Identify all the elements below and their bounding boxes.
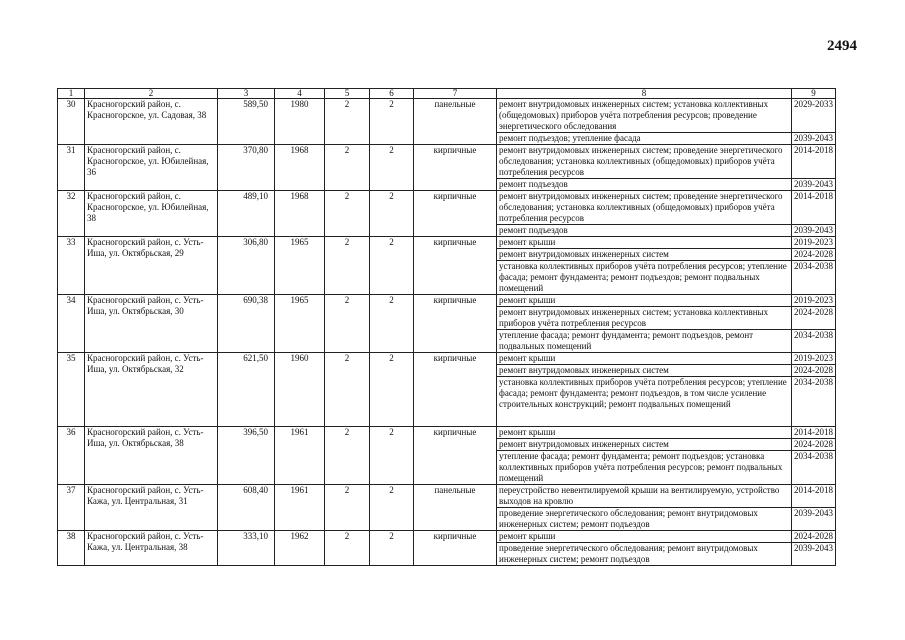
column-header: 1 [58, 89, 85, 99]
work-period: 2024-2028 [792, 365, 836, 377]
year-cell: 1968 [275, 145, 325, 191]
work-period: 2019-2023 [792, 237, 836, 249]
address-cell: Красногорский район, с. Красногорское, ул. Юбилейная, 36 [85, 145, 218, 191]
floors-cell: 2 [325, 145, 370, 191]
row-number: 38 [58, 531, 85, 566]
table-row [58, 353, 836, 365]
table-row [58, 99, 836, 133]
column-header: 7 [414, 89, 497, 99]
work-description: ремонт крыши [497, 295, 792, 307]
work-period: 2024-2028 [792, 439, 836, 451]
year-cell: 1960 [275, 353, 325, 427]
work-description: утепление фасада; ремонт фундамента; ремонт подъездов; установка коллективных приборов учёта потребления ресурсов; ремонт подвальных помещений [497, 451, 792, 485]
work-period: 2014-2018 [792, 191, 836, 225]
entrances-cell: 2 [370, 145, 414, 191]
work-description: установка коллективных приборов учёта потребления ресурсов; утепление фасада; ремонт фундамента; ремонт подъездов, в том числе усиление строительных конструкций; ремонт подвальных помещений [497, 377, 792, 427]
column-header: 8 [497, 89, 792, 99]
work-description: ремонт внутридомовых инженерных систем [497, 365, 792, 377]
year-cell: 1961 [275, 427, 325, 485]
year-cell: 1965 [275, 295, 325, 353]
column-header: 4 [275, 89, 325, 99]
address-cell: Красногорский район, с. Усть-Иша, ул. Октябрьская, 30 [85, 295, 218, 353]
row-number: 30 [58, 99, 85, 145]
area-cell: 333,10 [218, 531, 275, 566]
entrances-cell: 2 [370, 485, 414, 531]
address-cell: Красногорский район, с. Усть-Иша, ул. Октябрьская, 32 [85, 353, 218, 427]
work-description: ремонт внутридомовых инженерных систем; установка коллективных (общедомовых) приборов учёта потребления ресурсов; проведение энергетического обследования [497, 99, 792, 133]
work-description: ремонт внутридомовых инженерных систем; проведение энергетического обследования; установка коллективных (общедомовых) приборов учёта потребления ресурсов [497, 145, 792, 179]
area-cell: 621,50 [218, 353, 275, 427]
table-body [58, 99, 836, 566]
column-header: 3 [218, 89, 275, 99]
area-cell: 608,40 [218, 485, 275, 531]
material-cell: кирпичные [414, 353, 497, 427]
floors-cell: 2 [325, 485, 370, 531]
floors-cell: 2 [325, 295, 370, 353]
floors-cell: 2 [325, 531, 370, 566]
work-period: 2014-2018 [792, 485, 836, 508]
entrances-cell: 2 [370, 237, 414, 295]
work-period: 2024-2028 [792, 531, 836, 543]
address-cell: Красногорский район, с. Красногорское, ул. Садовая, 38 [85, 99, 218, 145]
column-header: 9 [792, 89, 836, 99]
work-period: 2029-2033 [792, 99, 836, 133]
table-header-row [58, 89, 836, 99]
work-period: 2024-2028 [792, 307, 836, 330]
area-cell: 396,50 [218, 427, 275, 485]
work-period: 2024-2028 [792, 249, 836, 261]
table-row [58, 531, 836, 543]
work-description: ремонт крыши [497, 353, 792, 365]
work-period: 2034-2038 [792, 377, 836, 427]
work-description: ремонт внутридомовых инженерных систем [497, 439, 792, 451]
table-row [58, 485, 836, 508]
material-cell: панельные [414, 485, 497, 531]
work-description: ремонт внутридомовых инженерных систем [497, 249, 792, 261]
year-cell: 1962 [275, 531, 325, 566]
entrances-cell: 2 [370, 353, 414, 427]
entrances-cell: 2 [370, 191, 414, 237]
work-period: 2034-2038 [792, 330, 836, 353]
table-row [58, 427, 836, 439]
floors-cell: 2 [325, 237, 370, 295]
work-period: 2019-2023 [792, 295, 836, 307]
address-cell: Красногорский район, с. Усть-Кажа, ул. Центральная, 31 [85, 485, 218, 531]
work-description: проведение энергетического обследования; ремонт внутридомовых инженерных систем; ремонт подъездов [497, 508, 792, 531]
area-cell: 589,50 [218, 99, 275, 145]
table-row [58, 237, 836, 249]
row-number: 35 [58, 353, 85, 427]
work-period: 2014-2018 [792, 427, 836, 439]
floors-cell: 2 [325, 427, 370, 485]
material-cell: кирпичные [414, 427, 497, 485]
row-number: 37 [58, 485, 85, 531]
work-description: проведение энергетического обследования; ремонт внутридомовых инженерных систем; ремонт подъездов [497, 543, 792, 566]
entrances-cell: 2 [370, 531, 414, 566]
floors-cell: 2 [325, 99, 370, 145]
material-cell: кирпичные [414, 145, 497, 191]
area-cell: 306,80 [218, 237, 275, 295]
year-cell: 1968 [275, 191, 325, 237]
year-cell: 1980 [275, 99, 325, 145]
work-description: ремонт подъездов [497, 179, 792, 191]
material-cell: кирпичные [414, 295, 497, 353]
work-description: установка коллективных приборов учёта потребления ресурсов; утепление фасада; ремонт фундамента; ремонт подъездов; ремонт подвальных помещений [497, 261, 792, 295]
work-period: 2039-2043 [792, 508, 836, 531]
address-cell: Красногорский район, с. Красногорское, ул. Юбилейная, 38 [85, 191, 218, 237]
material-cell: кирпичные [414, 237, 497, 295]
work-period: 2034-2038 [792, 261, 836, 295]
year-cell: 1961 [275, 485, 325, 531]
work-period: 2039-2043 [792, 543, 836, 566]
table-row [58, 295, 836, 307]
area-cell: 690,38 [218, 295, 275, 353]
row-number: 34 [58, 295, 85, 353]
area-cell: 370,80 [218, 145, 275, 191]
table-row [58, 145, 836, 179]
work-period: 2039-2043 [792, 225, 836, 237]
material-cell: кирпичные [414, 191, 497, 237]
table-row [58, 191, 836, 225]
work-description: ремонт крыши [497, 531, 792, 543]
column-header: 5 [325, 89, 370, 99]
work-period: 2039-2043 [792, 179, 836, 191]
address-cell: Красногорский район, с. Усть-Иша, ул. Октябрьская, 29 [85, 237, 218, 295]
work-description: ремонт крыши [497, 427, 792, 439]
area-cell: 489,10 [218, 191, 275, 237]
column-header: 6 [370, 89, 414, 99]
column-header: 2 [85, 89, 218, 99]
entrances-cell: 2 [370, 427, 414, 485]
work-period: 2034-2038 [792, 451, 836, 485]
year-cell: 1965 [275, 237, 325, 295]
work-description: ремонт подъездов; утепление фасада [497, 133, 792, 145]
floors-cell: 2 [325, 191, 370, 237]
material-cell: кирпичные [414, 531, 497, 566]
work-description: ремонт подъездов [497, 225, 792, 237]
row-number: 36 [58, 427, 85, 485]
row-number: 33 [58, 237, 85, 295]
entrances-cell: 2 [370, 99, 414, 145]
entrances-cell: 2 [370, 295, 414, 353]
repair-program-table [57, 88, 836, 566]
work-description: ремонт внутридомовых инженерных систем; установка коллективных приборов учёта потребления ресурсов [497, 307, 792, 330]
row-number: 32 [58, 191, 85, 237]
work-description: утепление фасада; ремонт фундамента; ремонт подъездов, ремонт подвальных помещений [497, 330, 792, 353]
material-cell: панельные [414, 99, 497, 145]
work-description: переустройство невентилируемой крыши на вентилируемую, устройство выходов на кровлю [497, 485, 792, 508]
work-description: ремонт внутридомовых инженерных систем; проведение энергетического обследования; установка коллективных (общедомовых) приборов учёта потребления ресурсов [497, 191, 792, 225]
address-cell: Красногорский район, с. Усть-Кажа, ул. Центральная, 38 [85, 531, 218, 566]
work-period: 2014-2018 [792, 145, 836, 179]
row-number: 31 [58, 145, 85, 191]
work-period: 2019-2023 [792, 353, 836, 365]
address-cell: Красногорский район, с. Усть-Иша, ул. Октябрьская, 38 [85, 427, 218, 485]
work-description: ремонт крыши [497, 237, 792, 249]
floors-cell: 2 [325, 353, 370, 427]
page-number: 2494 [827, 38, 857, 54]
work-period: 2039-2043 [792, 133, 836, 145]
